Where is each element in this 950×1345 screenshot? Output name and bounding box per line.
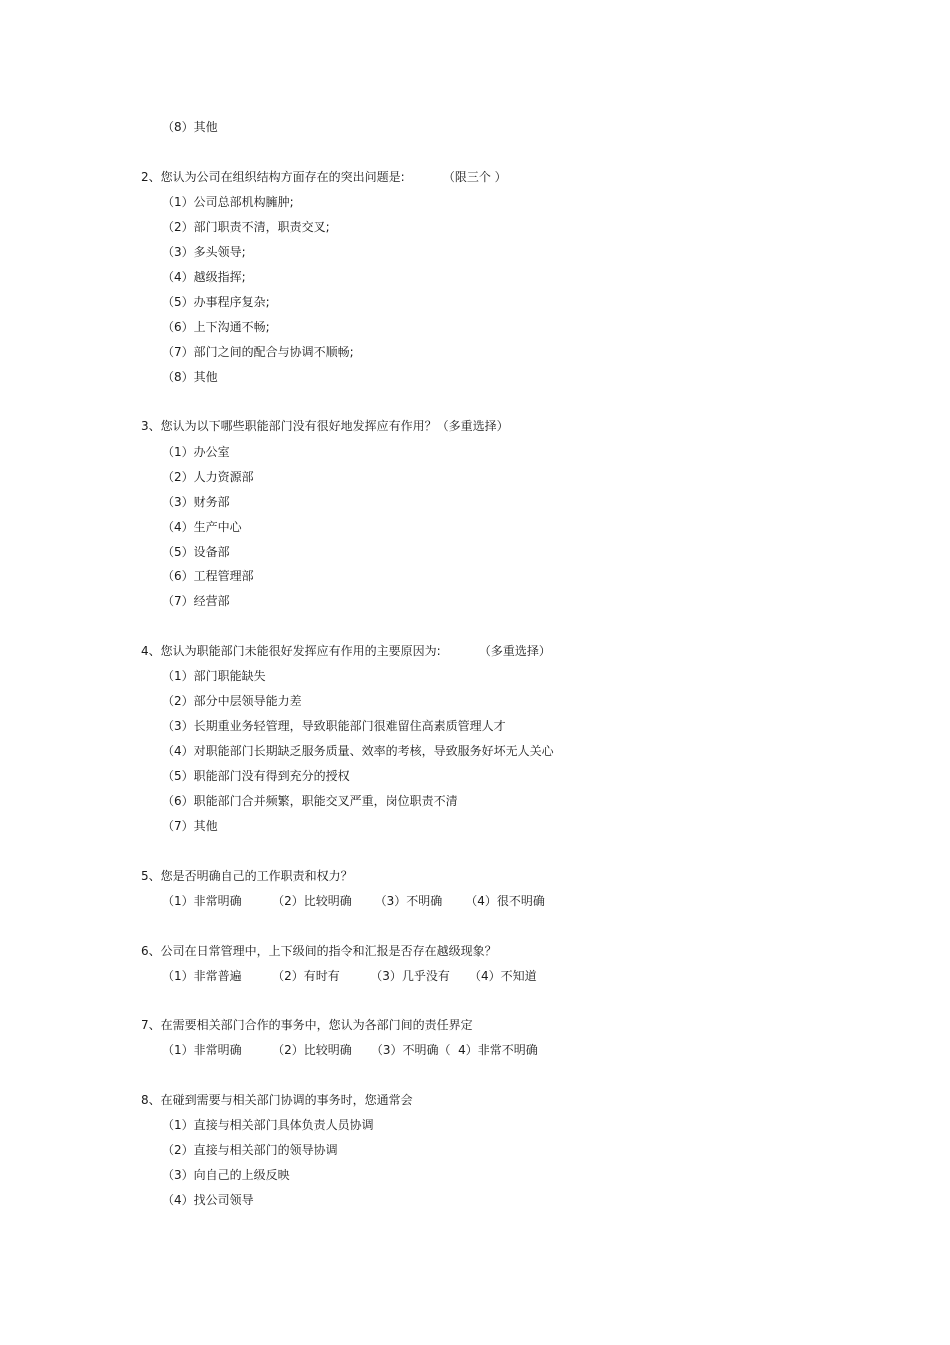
option-q8-4: （4）找公司领导	[162, 1193, 254, 1207]
option-q4-7: （7）其他	[162, 819, 218, 833]
option-q4-3: （3）长期重业务轻管理，导致职能部门很难留住高素质管理人才	[162, 719, 506, 733]
option-q8-2: （2）直接与相关部门的领导协调	[162, 1143, 338, 1157]
options-q5: （1）非常明确 （2）比较明确 （3）不明确 （4）很不明确	[162, 894, 545, 908]
option-q3-5: （5）设备部	[162, 545, 230, 559]
option-q1-8: （8）其他	[162, 120, 218, 134]
question-5: 5、您是否明确自己的工作职责和权力？	[141, 869, 353, 883]
option-q2-5: （5）办事程序复杂;	[162, 295, 270, 309]
question-7: 7、在需要相关部门合作的事务中，您认为各部门间的责任界定	[141, 1018, 473, 1032]
question-3: 3、您认为以下哪些职能部门没有很好地发挥应有作用？（多重选择）	[141, 419, 509, 433]
option-q3-3: （3）财务部	[162, 495, 230, 509]
option-q4-2: （2）部分中层领导能力差	[162, 694, 302, 708]
option-q3-4: （4）生产中心	[162, 520, 242, 534]
option-q2-3: （3）多头领导;	[162, 245, 246, 259]
option-q2-1: （1）公司总部机构臃肿;	[162, 195, 294, 209]
option-q3-6: （6）工程管理部	[162, 569, 254, 583]
option-q3-7: （7）经营部	[162, 594, 230, 608]
option-q2-2: （2）部门职责不清，职责交叉;	[162, 220, 330, 234]
option-q4-4: （4）对职能部门长期缺乏服务质量、效率的考核，导致服务好坏无人关心	[162, 744, 554, 758]
option-q4-5: （5）职能部门没有得到充分的授权	[162, 769, 350, 783]
question-8: 8、在碰到需要与相关部门协调的事务时，您通常会	[141, 1093, 413, 1107]
option-q4-1: （1）部门职能缺失	[162, 669, 266, 683]
option-q2-6: （6）上下沟通不畅;	[162, 320, 270, 334]
option-q2-8: （8）其他	[162, 370, 218, 384]
option-q3-1: （1）办公室	[162, 445, 230, 459]
question-6: 6、公司在日常管理中，上下级间的指令和汇报是否存在越级现象？	[141, 944, 497, 958]
option-q8-1: （1）直接与相关部门具体负责人员协调	[162, 1118, 374, 1132]
option-q2-7: （7）部门之间的配合与协调不顺畅;	[162, 345, 354, 359]
option-q3-2: （2）人力资源部	[162, 470, 254, 484]
options-q6: （1）非常普遍 （2）有时有 （3）几乎没有 （4）不知道	[162, 969, 537, 983]
question-4: 4、您认为职能部门未能很好发挥应有作用的主要原因为: （多重选择）	[141, 644, 551, 658]
option-q4-6: （6）职能部门合并频繁，职能交叉严重，岗位职责不清	[162, 794, 458, 808]
question-2: 2、您认为公司在组织结构方面存在的突出问题是: （限三个 ）	[141, 170, 507, 184]
option-q8-3: （3）向自己的上级反映	[162, 1168, 290, 1182]
option-q2-4: （4）越级指挥;	[162, 270, 246, 284]
options-q7: （1）非常明确 （2）比较明确 （3）不明确（ 4）非常不明确	[162, 1043, 538, 1057]
